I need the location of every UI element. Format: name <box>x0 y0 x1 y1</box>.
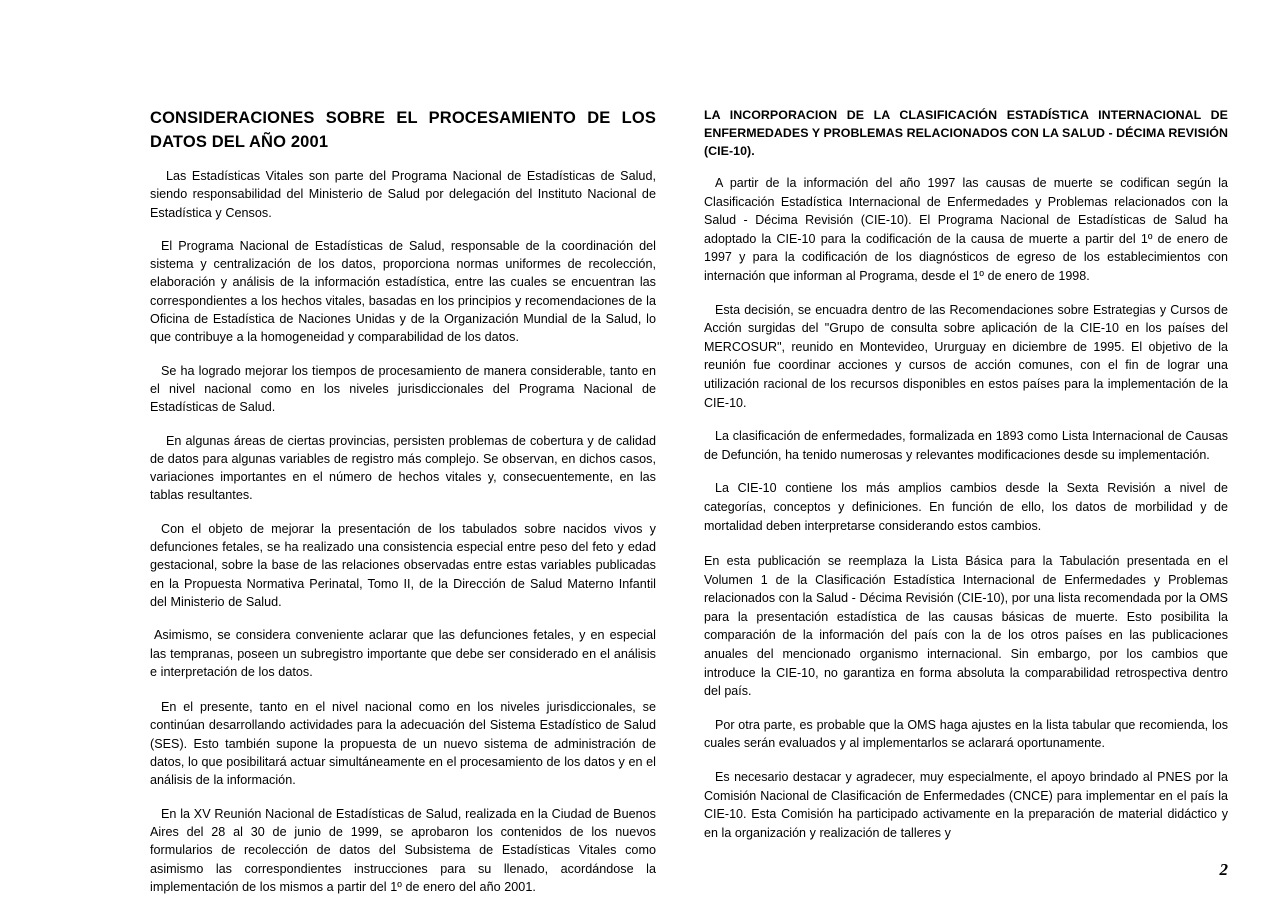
paragraph: Esta decisión, se encuadra dentro de las Recomendaciones sobre Estrategias y Cursos de Acción surgidas del "Grupo de consulta sobre aplicación de la CIE-10 en los países del MERCOSUR", reunido en Montevideo, Ururguay en diciembre de 1995. El objetivo de la reunión fue coordinar acciones y cursos de acción comunes, con el fin de lograr una utilización racional de los recursos disponibles en estos países para la implementación de la CIE-10. <box>704 302 1228 410</box>
paragraph: Las Estadísticas Vitales son parte del Programa Nacional de Estadísticas de Salud, siendo responsabilidad del Ministerio de Salud por delegación del Instituto Nacional de Estadística y Censos. <box>150 169 656 220</box>
right-column <box>704 106 1228 857</box>
paragraph: En algunas áreas de ciertas provincias, persisten problemas de cobertura y de calidad de datos para algunas variables de registro más complejo. Se observan, en dichos casos, variaciones importantes en el número de hechos vitales y, consecuentemente, en las tablas resultantes. <box>150 433 656 503</box>
page-title: CONSIDERACIONES SOBRE EL PROCESAMIENTO DE LOS DATOS DEL AÑO 2001 <box>150 109 656 151</box>
paragraph: Asimismo, se considera conveniente aclarar que las defunciones fetales, y en especial las tempranas, poseen un subregistro importante que debe ser considerado en el análisis e interpretación de los datos. <box>150 628 656 679</box>
paragraph: En la XV Reunión Nacional de Estadísticas de Salud, realizada en la Ciudad de Buenos Aires del 28 al 30 de junio de 1999, se aprobaron los contenidos de los nuevos formularios de recolección de datos del Subsistema de Estadísticas Vitales como asimismo las correspondientes instrucciones para su llenado, acordándose la implementación de los mismos a partir del 1º de enero del año 2001. <box>150 806 656 894</box>
paragraph: A partir de la información del año 1997 las causas de muerte se codifican según la Clasificación Estadística Internacional de Enfermedades y Problemas relacionados con la Salud - Décima Revisión (CIE-10). El Programa Nacional de Estadísticas de Salud ha adoptado la CIE-10 para la codificación de la causa de muerte a partir del 1º de enero de 1997 y para la codificación de los diagnósticos de egreso de los establecimientos con internación que informan al Programa, desde el 1º de enero de 1998. <box>704 176 1228 283</box>
paragraph: La CIE-10 contiene los más amplios cambios desde la Sexta Revisión a nivel de categorías, conceptos y definiciones. En función de ello, los datos de morbilidad y de mortalidad deben interpretarse considerando estos cambios. <box>704 481 1228 533</box>
paragraph: Es necesario destacar y agradecer, muy especialmente, el apoyo brindado al PNES por la Comisión Nacional de Clasificación de Enfermedades (CNCE) para implementar en el país la CIE-10. Esta Comisión ha participado activamente en la preparación de material didáctico y en la organización y realización de talleres y <box>704 770 1228 840</box>
two-column-body <box>150 106 1228 894</box>
paragraph: En el presente, tanto en el nivel nacional como en los niveles jurisdiccionales, se continúan desarrollando actividades para la adecuación del Sistema Estadístico de Salud (SES). Esto también supone la propuesta de un nuevo sistema de administración de datos, lo que posibilitará actuar simultáneamente en el procesamiento de los datos y en el análisis de la información. <box>150 700 656 788</box>
left-column <box>150 106 656 911</box>
paragraph: La clasificación de enfermedades, formalizada en 1893 como Lista Internacional de Causas de Defunción, ha tenido numerosas y relevantes modificaciones desde su implementación. <box>704 429 1228 462</box>
paragraph: Con el objeto de mejorar la presentación de los tabulados sobre nacidos vivos y defunciones fetales, se ha realizado una consistencia especial entre peso del feto y edad gestacional, sobre la base de las relaciones observadas entre estas variables publicadas en la Propuesta Normativa Perinatal, Tomo II, de la Dirección de Salud Materno Infantil del Ministerio de Salud. <box>150 521 656 609</box>
section-heading: LA INCORPORACION DE LA CLASIFICACIÓN ESTADÍSTICA INTERNACIONAL DE ENFERMEDADES Y PROBLEMAS RELACIONADOS CON LA SALUD - DÉCIMA REVISIÓN (CIE-10). <box>704 108 1228 158</box>
page-number: 2 <box>1219 860 1228 879</box>
paragraph: Se ha logrado mejorar los tiempos de procesamiento de manera considerable, tanto en el nivel nacional como en los niveles jurisdiccionales del Programa Nacional de Estadísticas de Salud. <box>150 363 656 415</box>
paragraph: En esta publicación se reemplaza la Lista Básica para la Tabulación presentada en el Volumen 1 de la Clasificación Estadística Internacional de Enfermedades y Problemas relacionados con la Salud - Décima Revisión (CIE-10), por una lista recomendada por la OMS para la presentación estadística de las causas básicas de muerte. Esto posibilita la comparación de la información del país con la de los otros países en las publicaciones anuales del mencionado organismo internacional. Sin embargo, por los cambios que introduce la CIE-10, no garantiza en forma absoluta la comparabilidad retrospectiva dentro del país. <box>704 554 1228 699</box>
paragraph: Por otra parte, es probable que la OMS haga ajustes en la lista tabular que recomienda, los cuales serán evaluados y al implementarlos se aclarará oportunamente. <box>704 717 1228 751</box>
paragraph: El Programa Nacional de Estadísticas de Salud, responsable de la coordinación del sistema y centralización de los datos, proporciona normas uniformes de recolección, elaboración y análisis de la información estadística, entre las cuales se encuentran las correspondientes a los hechos vitales, basadas en los principios y recomendaciones de la Oficina de Estadística de Naciones Unidas y de la Organización Mundial de la Salud, lo que contribuye a la homogeneidad y comparabilidad de los datos. <box>150 238 656 345</box>
